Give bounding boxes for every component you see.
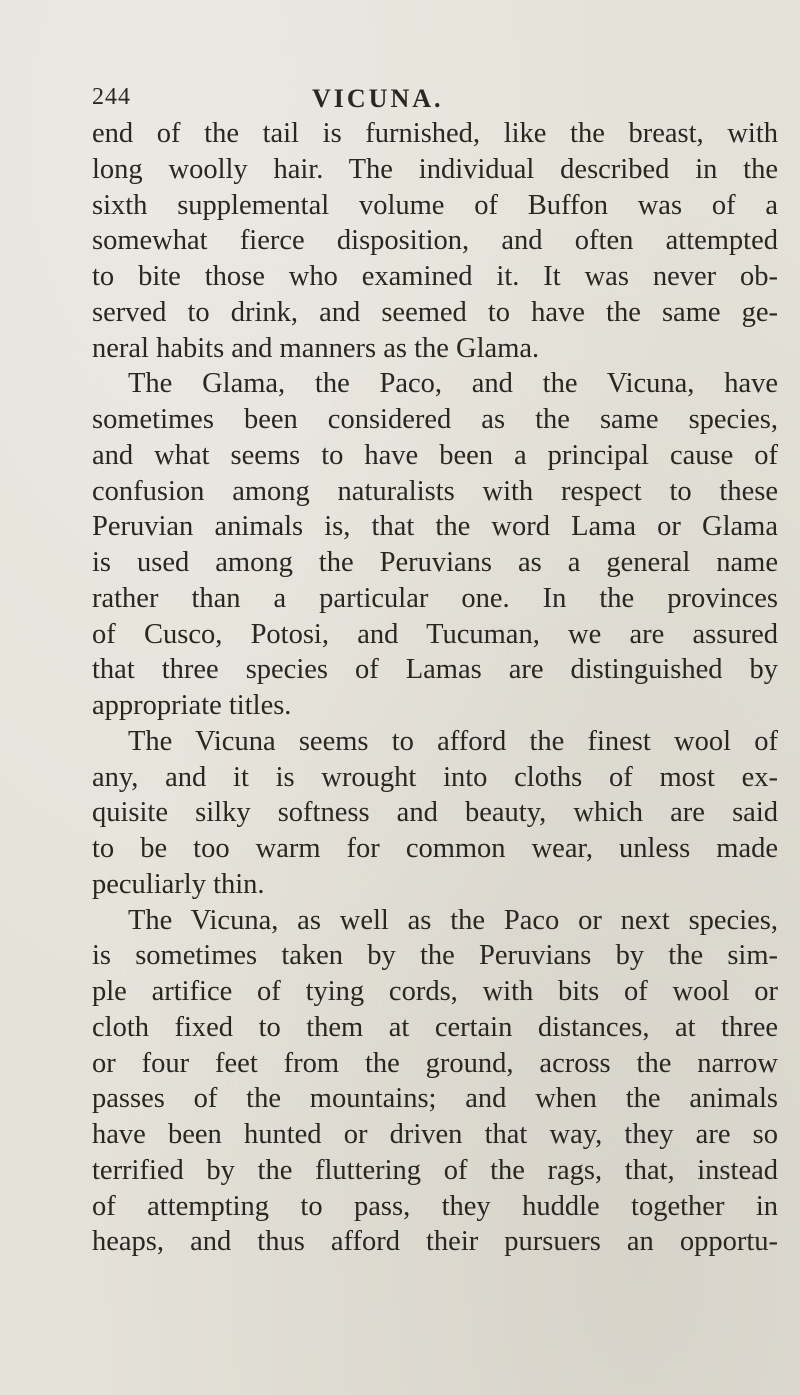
text-line: to bite those who examined it. It was never ob- — [92, 261, 778, 292]
text-line: quisite silky softness and beauty, which are said — [92, 797, 778, 829]
page-number: 244 — [92, 84, 131, 110]
paragraph-start-line: The Vicuna, as well as the Paco or next species, — [128, 904, 778, 936]
text-line: neral habits and manners as the Glama. — [92, 332, 540, 364]
text-line: is sometimes taken by the Peruvians by the sim- — [92, 940, 778, 972]
text-line: Peruvian animals is, that the word Lama or Glama — [92, 511, 778, 543]
text-line: of attempting to pass, they huddle together in — [92, 1190, 778, 1222]
text-line: peculiarly thin. — [92, 868, 265, 900]
text-line: to be too warm for common wear, unless made — [92, 833, 778, 864]
text-line: and what seems to have been a principal cause of — [92, 439, 778, 471]
paragraph-start-line: The Glama, the Paco, and the Vicuna, have — [128, 368, 778, 400]
text-line: sometimes been considered as the same species, — [92, 404, 778, 435]
text-line: of Cusco, Potosi, and Tucuman, we are assured — [92, 618, 778, 650]
text-line: end of the tail is furnished, like the breast, with — [92, 118, 778, 149]
text-line: or four feet from the ground, across the narrow — [92, 1047, 778, 1079]
paragraph-start-line: The Vicuna seems to afford the finest wool of — [128, 725, 778, 757]
text-line: that three species of Lamas are distinguished by — [92, 654, 778, 686]
text-line: somewhat fierce disposition, and often attempted — [92, 225, 778, 257]
text-line: heaps, and thus afford their pursuers an opportu- — [92, 1226, 778, 1258]
text-line: have been hunted or driven that way, they are so — [92, 1119, 778, 1150]
text-line: terrified by the fluttering of the rags, that, instead — [92, 1154, 778, 1186]
text-line: passes of the mountains; and when the animals — [92, 1083, 778, 1115]
text-line: any, and it is wrought into cloths of most ex- — [92, 761, 778, 793]
text-line: ple artifice of tying cords, with bits of wool or — [92, 976, 778, 1007]
text-line: sixth supplemental volume of Buffon was of a — [92, 189, 778, 221]
page-header — [0, 84, 800, 114]
text-line: rather than a particular one. In the provinces — [92, 582, 778, 614]
running-head: VICUNA. — [312, 84, 444, 113]
text-line: served to drink, and seemed to have the same ge- — [92, 296, 778, 328]
body-text — [92, 116, 778, 1260]
text-line: long woolly hair. The individual described in the — [92, 153, 778, 185]
text-line: cloth fixed to them at certain distances, at three — [92, 1011, 778, 1043]
text-line: appropriate titles. — [92, 690, 292, 721]
text-line: confusion among naturalists with respect to these — [92, 475, 778, 507]
text-line: is used among the Peruvians as a general name — [92, 547, 778, 578]
